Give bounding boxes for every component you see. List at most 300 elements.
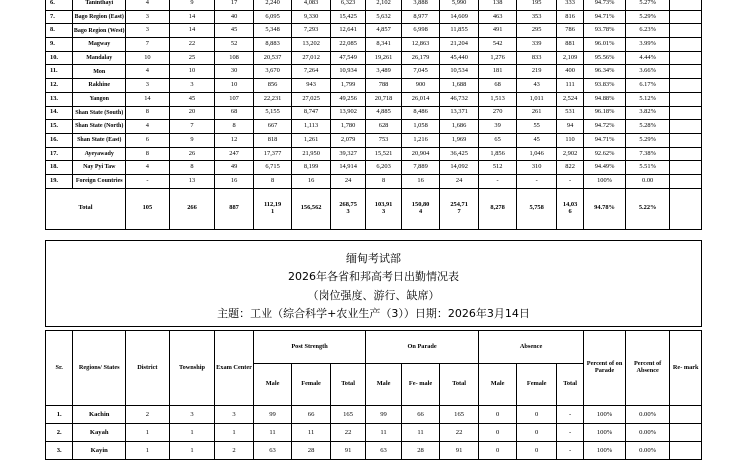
cell-op-total: 165 — [440, 406, 479, 424]
cell-exam: 10 — [215, 79, 254, 93]
cell-sr: 18. — [46, 161, 73, 175]
table-row — [46, 161, 702, 175]
cell-exam: 12 — [215, 133, 254, 147]
cell-pct-absence: 5.29% — [625, 10, 670, 24]
cell-ab-female: - — [517, 174, 557, 188]
cell-ps-female: 27,025 — [292, 92, 331, 106]
cell-ps-total: 22,085 — [330, 38, 365, 52]
cell-ps-female: 1,261 — [292, 133, 331, 147]
total-op-total: 254,71 7 — [440, 188, 479, 229]
cell-op-total: 36,425 — [440, 147, 479, 161]
total-ps-male: 112,19 1 — [253, 188, 292, 229]
cell-township: 3 — [169, 79, 215, 93]
cell-op-female: 900 — [401, 79, 440, 93]
cell-exam: 2 — [215, 442, 254, 460]
cell-exam: 40 — [215, 10, 254, 24]
cell-region: Rakhine — [73, 79, 126, 93]
cell-district: 4 — [126, 120, 170, 134]
cell-exam: 16 — [215, 174, 254, 188]
table-row — [46, 10, 702, 24]
header-district: District — [126, 331, 170, 406]
cell-exam: 247 — [215, 147, 254, 161]
cell-ab-total: 786 — [556, 24, 583, 38]
total-exam: 887 — [215, 188, 254, 229]
header-percent-absence: Percent of Absence — [625, 331, 670, 406]
cell-op-male: 11 — [366, 424, 401, 442]
cell-ps-male: 99 — [253, 406, 292, 424]
header-on-parade: On Parade — [366, 331, 479, 364]
cell-pct-absence: 6.17% — [625, 79, 670, 93]
cell-remark — [670, 424, 702, 442]
cell-op-male: 753 — [366, 133, 401, 147]
cell-pct-parade: 93.78% — [584, 24, 626, 38]
cell-pct-absence: 5.27% — [625, 0, 670, 10]
cell-op-male: 8,341 — [366, 38, 401, 52]
cell-ab-female: 310 — [517, 161, 557, 175]
total-ab-male: 8,278 — [478, 188, 517, 229]
cell-region: Kachin — [73, 406, 126, 424]
cell-district: 8 — [126, 147, 170, 161]
cell-sr: 13. — [46, 92, 73, 106]
cell-ab-total: - — [556, 174, 583, 188]
cell-op-male: 99 — [366, 406, 401, 424]
cell-ps-female: 27,012 — [292, 51, 331, 65]
cell-pct-absence: 3.99% — [625, 38, 670, 52]
cell-ab-total: 822 — [556, 161, 583, 175]
cell-ab-female: 339 — [517, 38, 557, 52]
cell-pct-parade: 94.49% — [584, 161, 626, 175]
cell-ab-female: 195 — [517, 0, 557, 10]
cell-remark — [670, 174, 702, 188]
cell-township: 25 — [169, 51, 215, 65]
cell-township: 8 — [169, 161, 215, 175]
cell-ab-female: 295 — [517, 24, 557, 38]
table-row — [46, 92, 702, 106]
cell-district: - — [126, 174, 170, 188]
cell-ps-total: 49,256 — [330, 92, 365, 106]
cell-pct-parade: 94.71% — [584, 133, 626, 147]
cell-remark — [670, 10, 702, 24]
total-op-male: 103,91 3 — [366, 188, 401, 229]
cell-township: 45 — [169, 92, 215, 106]
cell-exam: 45 — [215, 24, 254, 38]
department-title: 缅甸考试部 — [346, 252, 401, 265]
cell-region: Mandalay — [73, 51, 126, 65]
cell-region: Taninthayi — [73, 0, 126, 10]
total-pct-parade: 94.78% — [584, 188, 626, 229]
cell-pct-absence: 0.00% — [625, 424, 670, 442]
cell-sr: 9. — [46, 38, 73, 52]
cell-ps-male: 818 — [253, 133, 292, 147]
cell-ps-total: 10,934 — [330, 65, 365, 79]
cell-district: 3 — [126, 79, 170, 93]
cell-ab-total: 94 — [556, 120, 583, 134]
total-pct-absence: 5.22% — [625, 188, 670, 229]
header-percent-parade: Percent of on Parade — [584, 331, 626, 406]
cell-pct-absence: 5.29% — [625, 133, 670, 147]
cell-exam: 68 — [215, 106, 254, 120]
cell-op-female: 1,058 — [401, 120, 440, 134]
cell-ab-male: 542 — [478, 38, 517, 52]
cell-op-female: 20,904 — [401, 147, 440, 161]
cell-sr: 10. — [46, 51, 73, 65]
cell-ab-male: 65 — [478, 133, 517, 147]
cell-district: 4 — [126, 0, 170, 10]
cell-op-female: 6,998 — [401, 24, 440, 38]
cell-region: Yangon — [73, 92, 126, 106]
cell-township: 3 — [169, 406, 215, 424]
cell-pct-absence: 0.00% — [625, 406, 670, 424]
cell-ab-total: 2,109 — [556, 51, 583, 65]
cell-exam: 30 — [215, 65, 254, 79]
cell-remark — [670, 133, 702, 147]
cell-pct-parade: 93.83% — [584, 79, 626, 93]
cell-ab-male: 0 — [478, 406, 517, 424]
cell-ps-female: 21,950 — [292, 147, 331, 161]
cell-sr: 17. — [46, 147, 73, 161]
cell-region: Shan State (North) — [73, 120, 126, 134]
cell-op-female: 28 — [401, 442, 440, 460]
cell-ps-total: 6,323 — [330, 0, 365, 10]
report-title-block — [45, 240, 702, 327]
cell-op-total: 45,440 — [440, 51, 479, 65]
cell-ab-total: 881 — [556, 38, 583, 52]
cell-pct-absence: 5.51% — [625, 161, 670, 175]
cell-ps-total: 22 — [330, 424, 365, 442]
cell-township: 26 — [169, 147, 215, 161]
cell-pct-absence: 5.12% — [625, 92, 670, 106]
cell-ab-female: 0 — [517, 406, 557, 424]
cell-region: Kayin — [73, 442, 126, 460]
cell-remark — [670, 0, 702, 10]
cell-district: 2 — [126, 406, 170, 424]
cell-sr: 14. — [46, 106, 73, 120]
cell-township: 13 — [169, 174, 215, 188]
cell-ab-total: 400 — [556, 65, 583, 79]
cell-district: 3 — [126, 24, 170, 38]
cell-ab-male: 181 — [478, 65, 517, 79]
cell-ab-total: 111 — [556, 79, 583, 93]
cell-region: Foreign Countries — [73, 174, 126, 188]
cell-ps-total: 91 — [330, 442, 365, 460]
cell-township: 20 — [169, 106, 215, 120]
cell-pct-parade: 94.88% — [584, 92, 626, 106]
cell-ps-female: 11 — [292, 424, 331, 442]
table-row — [46, 424, 702, 442]
cell-pct-parade: 96.18% — [584, 106, 626, 120]
cell-ab-total: - — [556, 442, 583, 460]
total-label: Total — [46, 188, 126, 229]
cell-pct-parade: 92.62% — [584, 147, 626, 161]
cell-exam: 17 — [215, 0, 254, 10]
cell-ab-male: 270 — [478, 106, 517, 120]
cell-pct-parade: 96.01% — [584, 38, 626, 52]
cell-ab-male: 491 — [478, 24, 517, 38]
cell-sr: 6. — [46, 0, 73, 10]
cell-pct-parade: 100% — [584, 424, 626, 442]
cell-pct-absence: 4.44% — [625, 51, 670, 65]
cell-ab-male: 39 — [478, 120, 517, 134]
cell-ab-male: 68 — [478, 79, 517, 93]
report-subtitle: （岗位强度、游行、缺席） — [307, 289, 440, 302]
cell-op-male: 8 — [366, 174, 401, 188]
cell-op-female: 66 — [401, 406, 440, 424]
cell-op-total: 14,092 — [440, 161, 479, 175]
cell-ps-male: 667 — [253, 120, 292, 134]
header-ps-male: Male — [253, 364, 292, 406]
table-row — [46, 51, 702, 65]
cell-ab-total: 531 — [556, 106, 583, 120]
cell-ps-male: 6,715 — [253, 161, 292, 175]
cell-ab-male: 463 — [478, 10, 517, 24]
cell-sr: 16. — [46, 133, 73, 147]
cell-ps-male: 5,348 — [253, 24, 292, 38]
header-op-total: Total — [440, 364, 479, 406]
cell-region: Bago Region (West) — [73, 24, 126, 38]
cell-ab-female: 353 — [517, 10, 557, 24]
report-title: 2026年各省和邦高考日出勤情况表 — [288, 270, 459, 283]
cell-exam: 52 — [215, 38, 254, 52]
cell-ps-male: 6,095 — [253, 10, 292, 24]
table-row — [46, 65, 702, 79]
header-regions: Regions/ States — [73, 331, 126, 406]
cell-remark — [670, 24, 702, 38]
cell-district: 4 — [126, 65, 170, 79]
cell-ab-male: 1,513 — [478, 92, 517, 106]
header-post-strength: Post Strength — [253, 331, 366, 364]
header-remark: Re- mark — [670, 331, 702, 406]
cell-ab-female: 219 — [517, 65, 557, 79]
cell-ps-female: 8,747 — [292, 106, 331, 120]
cell-op-total: 11,855 — [440, 24, 479, 38]
cell-op-total: 91 — [440, 442, 479, 460]
cell-ps-female: 943 — [292, 79, 331, 93]
cell-ab-female: 261 — [517, 106, 557, 120]
cell-remark — [670, 442, 702, 460]
cell-ab-male: 138 — [478, 0, 517, 10]
cell-exam: 8 — [215, 120, 254, 134]
cell-op-male: 20,718 — [366, 92, 401, 106]
cell-district: 3 — [126, 10, 170, 24]
cell-ps-total: 12,641 — [330, 24, 365, 38]
table-row — [46, 133, 702, 147]
cell-region: Magway — [73, 38, 126, 52]
cell-region: Shan State (East) — [73, 133, 126, 147]
cell-sr: 8. — [46, 24, 73, 38]
cell-ab-female: 1,011 — [517, 92, 557, 106]
cell-op-total: 13,371 — [440, 106, 479, 120]
cell-ps-total: 13,902 — [330, 106, 365, 120]
cell-op-male: 15,521 — [366, 147, 401, 161]
cell-ps-male: 5,155 — [253, 106, 292, 120]
cell-pct-parade: 100% — [584, 406, 626, 424]
cell-ps-total: 24 — [330, 174, 365, 188]
cell-ps-female: 28 — [292, 442, 331, 460]
cell-ps-male: 8,883 — [253, 38, 292, 52]
cell-op-male: 4,857 — [366, 24, 401, 38]
header-op-male: Male — [366, 364, 401, 406]
cell-ab-female: 43 — [517, 79, 557, 93]
cell-region: Mon — [73, 65, 126, 79]
cell-pct-absence: 0.00 — [625, 174, 670, 188]
cell-ab-total: 333 — [556, 0, 583, 10]
cell-op-female: 16 — [401, 174, 440, 188]
cell-exam: 1 — [215, 424, 254, 442]
cell-op-total: 14,609 — [440, 10, 479, 24]
table-row — [46, 38, 702, 52]
cell-pct-parade: 94.73% — [584, 0, 626, 10]
cell-op-male: 6,203 — [366, 161, 401, 175]
cell-region: Bago Region (East) — [73, 10, 126, 24]
cell-ab-male: 0 — [478, 424, 517, 442]
cell-ps-female: 8,199 — [292, 161, 331, 175]
cell-remark — [670, 406, 702, 424]
cell-pct-absence: 7.38% — [625, 147, 670, 161]
cell-township: 1 — [169, 442, 215, 460]
total-row — [46, 188, 702, 229]
cell-ab-female: 0 — [517, 424, 557, 442]
cell-op-female: 7,045 — [401, 65, 440, 79]
cell-ab-female: 55 — [517, 120, 557, 134]
cell-op-male: 19,261 — [366, 51, 401, 65]
cell-pct-absence: 6.23% — [625, 24, 670, 38]
cell-op-female: 1,216 — [401, 133, 440, 147]
cell-ps-male: 856 — [253, 79, 292, 93]
cell-exam: 3 — [215, 406, 254, 424]
cell-exam: 107 — [215, 92, 254, 106]
cell-ps-male: 2,240 — [253, 0, 292, 10]
header-ps-female: Female — [292, 364, 331, 406]
cell-op-total: 21,204 — [440, 38, 479, 52]
header-ab-male: Male — [478, 364, 517, 406]
cell-remark — [670, 161, 702, 175]
cell-region: Ayeyawady — [73, 147, 126, 161]
cell-pct-parade: 100% — [584, 442, 626, 460]
cell-township: 14 — [169, 24, 215, 38]
cell-ps-total: 15,425 — [330, 10, 365, 24]
cell-remark — [670, 147, 702, 161]
cell-ab-total: 2,524 — [556, 92, 583, 106]
cell-sr: 3. — [46, 442, 73, 460]
cell-district: 1 — [126, 424, 170, 442]
cell-ps-total: 1,780 — [330, 120, 365, 134]
cell-pct-absence: 3.66% — [625, 65, 670, 79]
cell-district: 8 — [126, 106, 170, 120]
cell-pct-parade: 94.72% — [584, 120, 626, 134]
cell-remark — [670, 51, 702, 65]
cell-op-total: 10,534 — [440, 65, 479, 79]
cell-district: 4 — [126, 161, 170, 175]
cell-op-total: 22 — [440, 424, 479, 442]
cell-ps-female: 16 — [292, 174, 331, 188]
cell-op-male: 628 — [366, 120, 401, 134]
cell-ab-total: - — [556, 406, 583, 424]
cell-pct-absence: 0.00% — [625, 442, 670, 460]
cell-op-total: 1,688 — [440, 79, 479, 93]
cell-township: 14 — [169, 10, 215, 24]
cell-ps-male: 8 — [253, 174, 292, 188]
header-ab-female: Female — [517, 364, 557, 406]
total-remark — [670, 188, 702, 229]
cell-sr: 1. — [46, 406, 73, 424]
cell-pct-parade: 94.71% — [584, 10, 626, 24]
cell-op-male: 3,489 — [366, 65, 401, 79]
cell-ab-male: 0 — [478, 442, 517, 460]
cell-pct-absence: 5.28% — [625, 120, 670, 134]
cell-pct-parade: 96.34% — [584, 65, 626, 79]
cell-ps-total: 2,079 — [330, 133, 365, 147]
cell-ps-female: 4,083 — [292, 0, 331, 10]
cell-pct-parade: 100% — [584, 174, 626, 188]
cell-ps-female: 66 — [292, 406, 331, 424]
cell-op-male: 5,632 — [366, 10, 401, 24]
attendance-table-continued — [45, 0, 702, 230]
cell-ab-male: 512 — [478, 161, 517, 175]
cell-op-total: 24 — [440, 174, 479, 188]
cell-op-total: 46,732 — [440, 92, 479, 106]
cell-op-female: 8,486 — [401, 106, 440, 120]
cell-township: 9 — [169, 133, 215, 147]
cell-ab-female: 0 — [517, 442, 557, 460]
cell-op-female: 26,179 — [401, 51, 440, 65]
cell-remark — [670, 65, 702, 79]
cell-op-male: 63 — [366, 442, 401, 460]
cell-sr: 12. — [46, 79, 73, 93]
cell-ab-total: 2,902 — [556, 147, 583, 161]
cell-ab-total: - — [556, 424, 583, 442]
cell-township: 9 — [169, 0, 215, 10]
cell-ps-male: 17,377 — [253, 147, 292, 161]
cell-ps-female: 7,293 — [292, 24, 331, 38]
cell-township: 10 — [169, 65, 215, 79]
cell-op-female: 8,977 — [401, 10, 440, 24]
total-ab-total: 14,03 6 — [556, 188, 583, 229]
subject-date-line: 主题：工业（综合科学+农业生产（3））日期：2026年3月14日 — [217, 307, 530, 320]
table-row — [46, 442, 702, 460]
total-op-female: 150,80 4 — [401, 188, 440, 229]
cell-ab-total: 110 — [556, 133, 583, 147]
cell-ps-total: 47,549 — [330, 51, 365, 65]
cell-ab-female: 1,046 — [517, 147, 557, 161]
header-ps-total: Total — [330, 364, 365, 406]
cell-ps-total: 39,327 — [330, 147, 365, 161]
cell-region: Shan State (South) — [73, 106, 126, 120]
cell-district: 14 — [126, 92, 170, 106]
table-row — [46, 174, 702, 188]
table-row — [46, 147, 702, 161]
cell-op-male: 788 — [366, 79, 401, 93]
cell-op-female: 12,863 — [401, 38, 440, 52]
cell-remark — [670, 92, 702, 106]
cell-district: 1 — [126, 442, 170, 460]
cell-op-total: 1,686 — [440, 120, 479, 134]
cell-op-female: 7,889 — [401, 161, 440, 175]
cell-ps-female: 9,330 — [292, 10, 331, 24]
cell-sr: 11. — [46, 65, 73, 79]
cell-exam: 108 — [215, 51, 254, 65]
cell-op-male: 2,102 — [366, 0, 401, 10]
cell-ps-male: 11 — [253, 424, 292, 442]
cell-ps-female: 1,113 — [292, 120, 331, 134]
cell-pct-parade: 95.56% — [584, 51, 626, 65]
table-row — [46, 24, 702, 38]
cell-remark — [670, 79, 702, 93]
table-row — [46, 106, 702, 120]
cell-ab-total: 816 — [556, 10, 583, 24]
cell-district: 10 — [126, 51, 170, 65]
header-sr: Sr. — [46, 331, 73, 406]
cell-remark — [670, 120, 702, 134]
